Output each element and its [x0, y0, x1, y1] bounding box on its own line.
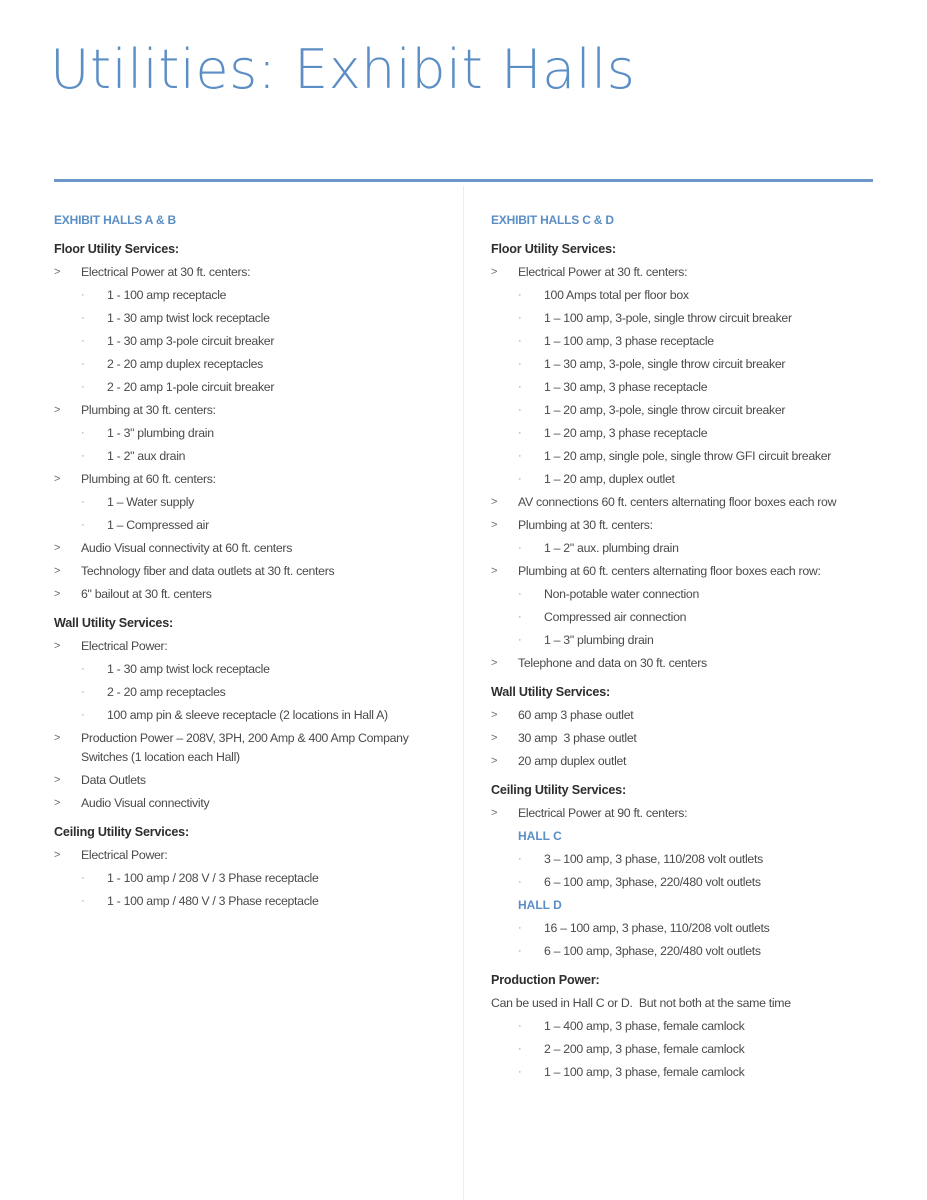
- bullet-dot: ·: [518, 876, 522, 888]
- bullet-dot: ·: [518, 289, 522, 301]
- sub-list-item: · Compressed air connection: [491, 606, 891, 629]
- sub-list-item: · 16 – 100 amp, 3 phase, 110/208 volt outlets: [491, 917, 891, 940]
- bullet-dot: ·: [81, 427, 85, 439]
- arrow-marker: >: [491, 519, 498, 531]
- sub-list-item: · 1 - 100 amp / 480 V / 3 Phase receptacle: [54, 890, 454, 913]
- wall-utility-title: Wall Utility Services:: [54, 616, 174, 630]
- section-heading-halls-c-d: EXHIBIT HALLS C & D: [491, 213, 614, 227]
- bullet-dot: ·: [81, 381, 85, 393]
- sub-list-item: · 1 – Water supply: [54, 491, 454, 514]
- floor-utility-list: [491, 261, 891, 675]
- bullet-dot: ·: [81, 496, 85, 508]
- bullet-dot: ·: [81, 358, 85, 370]
- production-power-note: Can be used in Hall C or D. But not both at the same time: [491, 996, 791, 1010]
- list-item: > 30 amp 3 phase outlet: [491, 727, 891, 750]
- ceiling-utility-list: [491, 802, 891, 825]
- sub-list-item: · 2 - 20 amp duplex receptacles: [54, 353, 454, 376]
- bullet-dot: ·: [81, 709, 85, 721]
- arrow-marker: >: [491, 755, 498, 767]
- bullet-dot: ·: [518, 450, 522, 462]
- ceiling-utility-list: [54, 844, 454, 913]
- list-item: > 20 amp duplex outlet: [491, 750, 891, 773]
- hall-d-list: [491, 917, 891, 963]
- sub-list-item: · 1 – 20 amp, duplex outlet: [491, 468, 891, 491]
- list-item: > Data Outlets: [54, 769, 454, 792]
- list-item: > Electrical Power at 30 ft. centers:: [54, 261, 454, 284]
- bullet-dot: ·: [81, 895, 85, 907]
- sub-list-item: · 1 – 100 amp, 3-pole, single throw circuit breaker: [491, 307, 891, 330]
- sub-list-item: · 2 – 200 amp, 3 phase, female camlock: [491, 1038, 891, 1061]
- arrow-marker: >: [491, 496, 498, 508]
- floor-utility-list: [54, 261, 454, 606]
- production-power-title: Production Power:: [491, 973, 600, 987]
- sub-list-item: · 1 - 30 amp twist lock receptacle: [54, 307, 454, 330]
- sub-list-item: · 1 - 2" aux drain: [54, 445, 454, 468]
- list-item: > Plumbing at 30 ft. centers:: [491, 514, 891, 537]
- sub-list-item: · 6 – 100 amp, 3phase, 220/480 volt outlets: [491, 940, 891, 963]
- sub-list-item: · 1 – 3" plumbing drain: [491, 629, 891, 652]
- right-column: [491, 209, 891, 1084]
- sub-list-item: · 100 amp pin & sleeve receptacle (2 locations in Hall A): [54, 704, 454, 727]
- arrow-marker: >: [54, 588, 61, 600]
- sub-list-item: · 2 - 20 amp 1-pole circuit breaker: [54, 376, 454, 399]
- bullet-dot: ·: [518, 335, 522, 347]
- bullet-dot: ·: [81, 289, 85, 301]
- sub-list-item: · 1 - 30 amp twist lock receptacle: [54, 658, 454, 681]
- bullet-dot: ·: [518, 853, 522, 865]
- list-item: > Electrical Power at 90 ft. centers:: [491, 802, 891, 825]
- sub-list-item: · 1 – 100 amp, 3 phase, female camlock: [491, 1061, 891, 1084]
- list-item: > Plumbing at 30 ft. centers:: [54, 399, 454, 422]
- page-title: Utilities: Exhibit Halls: [50, 38, 636, 101]
- arrow-marker: >: [54, 849, 61, 861]
- arrow-marker: >: [54, 404, 61, 416]
- sub-list-item: · 1 - 30 amp 3-pole circuit breaker: [54, 330, 454, 353]
- sub-list-item: · 1 – 20 amp, single pole, single throw GFI circuit breaker: [491, 445, 891, 468]
- bullet-dot: ·: [81, 686, 85, 698]
- sub-list-item: · 1 – 400 amp, 3 phase, female camlock: [491, 1015, 891, 1038]
- sub-list-item: · 1 – 100 amp, 3 phase receptacle: [491, 330, 891, 353]
- list-item: > 60 amp 3 phase outlet: [491, 704, 891, 727]
- list-item: > AV connections 60 ft. centers alternating floor boxes each row: [491, 491, 891, 514]
- arrow-marker: >: [54, 473, 61, 485]
- list-item: > Production Power – 208V, 3PH, 200 Amp & 400 Amp Company Switches (1 location each Hall): [54, 731, 409, 764]
- bullet-dot: ·: [81, 872, 85, 884]
- arrow-marker: >: [54, 732, 61, 744]
- sub-list-item: · 1 – 2" aux. plumbing drain: [491, 537, 891, 560]
- hall-c-list: [491, 848, 891, 894]
- hall-c-heading: HALL C: [518, 829, 562, 843]
- bullet-dot: ·: [81, 519, 85, 531]
- arrow-marker: >: [54, 774, 61, 786]
- ceiling-utility-title: Ceiling Utility Services:: [491, 783, 626, 797]
- bullet-dot: ·: [518, 358, 522, 370]
- arrow-marker: >: [491, 657, 498, 669]
- list-item: > Plumbing at 60 ft. centers:: [54, 468, 454, 491]
- bullet-dot: ·: [518, 404, 522, 416]
- bullet-dot: ·: [81, 450, 85, 462]
- list-item: > 6" bailout at 30 ft. centers: [54, 583, 454, 606]
- arrow-marker: >: [54, 640, 61, 652]
- bullet-dot: ·: [518, 381, 522, 393]
- list-item: > Electrical Power:: [54, 635, 454, 658]
- wall-utility-title: Wall Utility Services:: [491, 685, 611, 699]
- production-power-list: [491, 1015, 891, 1084]
- floor-utility-title: Floor Utility Services:: [491, 242, 616, 256]
- column-divider: [463, 186, 464, 1200]
- sub-list-item: · 1 – 20 amp, 3-pole, single throw circuit breaker: [491, 399, 891, 422]
- bullet-dot: ·: [518, 634, 522, 646]
- bullet-dot: ·: [518, 473, 522, 485]
- arrow-marker: >: [491, 266, 498, 278]
- bullet-dot: ·: [518, 542, 522, 554]
- arrow-marker: >: [491, 565, 498, 577]
- bullet-dot: ·: [518, 312, 522, 324]
- list-item: > Technology fiber and data outlets at 30 ft. centers: [54, 560, 454, 583]
- bullet-dot: ·: [81, 663, 85, 675]
- bullet-dot: ·: [518, 945, 522, 957]
- sub-list-item: · 1 - 100 amp receptacle: [54, 284, 454, 307]
- arrow-marker: >: [54, 542, 61, 554]
- sub-list-item: · 1 – 30 amp, 3 phase receptacle: [491, 376, 891, 399]
- bullet-dot: ·: [81, 312, 85, 324]
- floor-utility-title: Floor Utility Services:: [54, 242, 179, 256]
- arrow-marker: >: [54, 797, 61, 809]
- left-column: [54, 209, 454, 913]
- arrow-marker: >: [54, 266, 61, 278]
- sub-list-item: · 1 – 20 amp, 3 phase receptacle: [491, 422, 891, 445]
- sub-list-item: · 100 Amps total per floor box: [491, 284, 891, 307]
- sub-list-item: · 1 - 100 amp / 208 V / 3 Phase receptacle: [54, 867, 454, 890]
- sub-list-item: · 1 – 30 amp, 3-pole, single throw circuit breaker: [491, 353, 891, 376]
- bullet-dot: ·: [518, 427, 522, 439]
- arrow-marker: >: [491, 732, 498, 744]
- arrow-marker: >: [54, 565, 61, 577]
- ceiling-utility-title: Ceiling Utility Services:: [54, 825, 189, 839]
- bullet-dot: ·: [518, 611, 522, 623]
- sub-list-item: · Non-potable water connection: [491, 583, 891, 606]
- wall-utility-list: [491, 704, 891, 773]
- sub-list-item: · 2 - 20 amp receptacles: [54, 681, 454, 704]
- list-item: > Audio Visual connectivity: [54, 792, 454, 815]
- bullet-dot: ·: [518, 922, 522, 934]
- wall-utility-list: [54, 635, 454, 815]
- arrow-marker: >: [491, 807, 498, 819]
- bullet-dot: ·: [518, 1020, 522, 1032]
- list-item: > Telephone and data on 30 ft. centers: [491, 652, 891, 675]
- sub-list-item: · 1 – Compressed air: [54, 514, 454, 537]
- hall-d-heading: HALL D: [518, 898, 562, 912]
- bullet-dot: ·: [518, 588, 522, 600]
- sub-list-item: · 1 - 3" plumbing drain: [54, 422, 454, 445]
- sub-list-item: · 6 – 100 amp, 3phase, 220/480 volt outlets: [491, 871, 891, 894]
- bullet-dot: ·: [518, 1066, 522, 1078]
- sub-list-item: · 3 – 100 amp, 3 phase, 110/208 volt outlets: [491, 848, 891, 871]
- list-item: > Electrical Power at 30 ft. centers:: [491, 261, 891, 284]
- arrow-marker: >: [491, 709, 498, 721]
- bullet-dot: ·: [81, 335, 85, 347]
- list-item: > Electrical Power:: [54, 844, 454, 867]
- list-item: > Plumbing at 60 ft. centers alternating floor boxes each row:: [491, 560, 891, 583]
- bullet-dot: ·: [518, 1043, 522, 1055]
- list-item: > Audio Visual connectivity at 60 ft. centers: [54, 537, 454, 560]
- section-heading-halls-a-b: EXHIBIT HALLS A & B: [54, 213, 176, 227]
- title-rule: [54, 179, 873, 182]
